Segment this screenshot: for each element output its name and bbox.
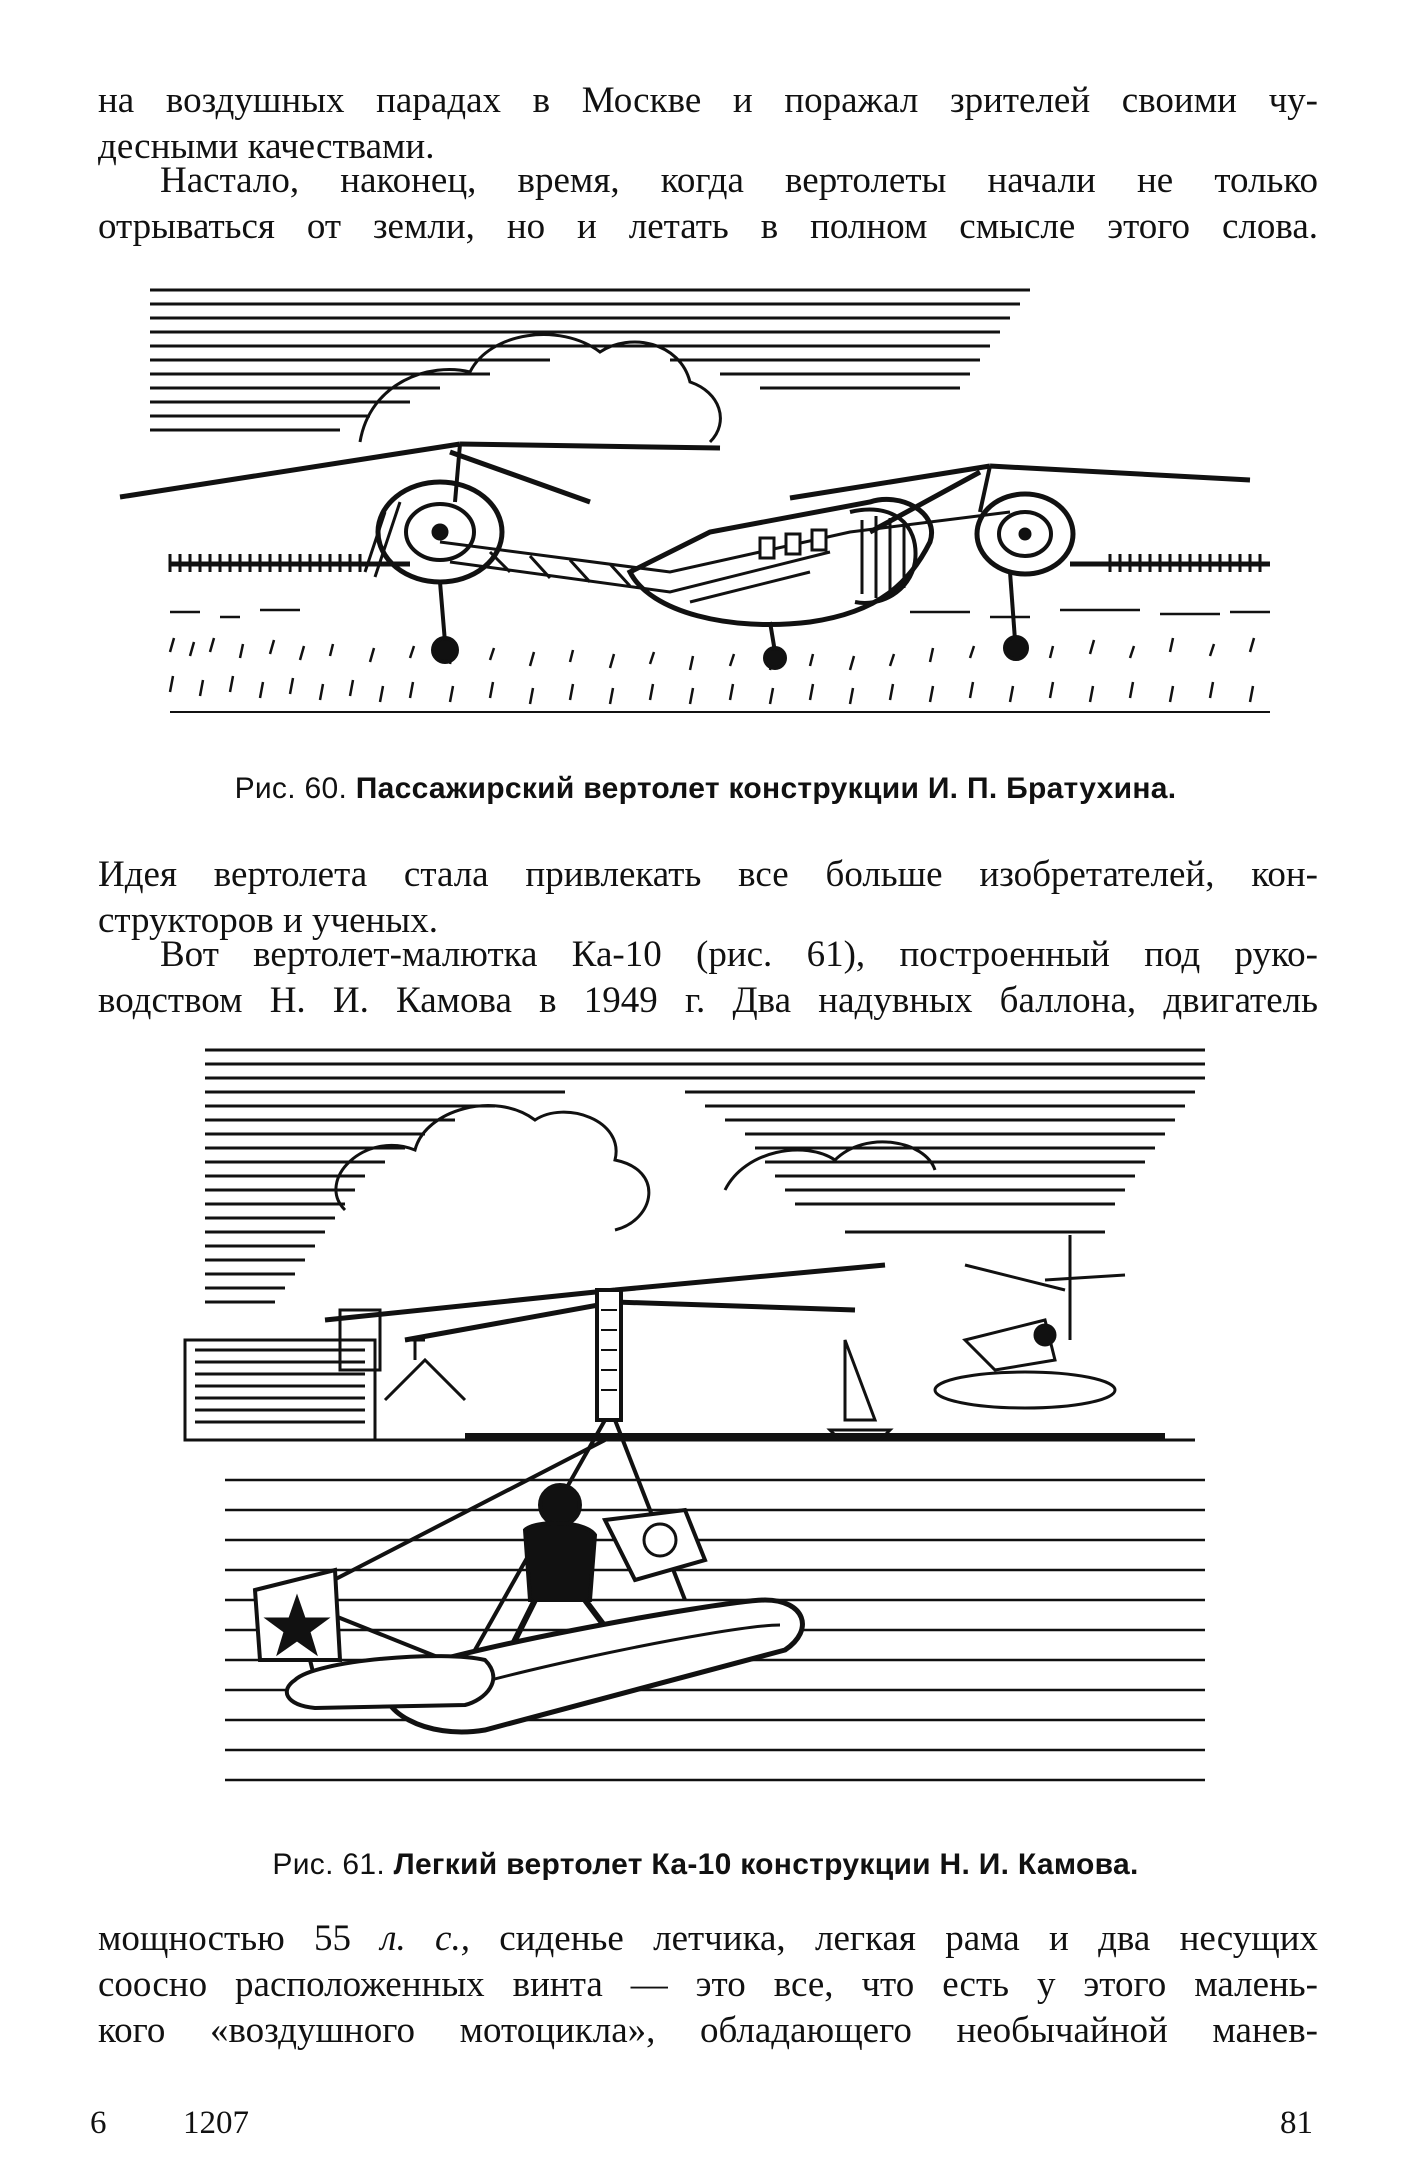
print-order-number: 1207 <box>183 2105 249 2141</box>
text-line <box>98 1916 1318 1962</box>
figure-60-caption <box>0 772 1411 806</box>
text-line: десными качествами. <box>98 126 435 167</box>
text-line: на воздушных парадах в Москве и поражал зрителей своими чу- <box>98 80 1318 121</box>
text-line: Вот вертолет-малютка Ка-10 (рис. 61), построенный под руко- <box>160 934 1318 975</box>
unit-abbreviation: л. с., <box>380 1918 470 1959</box>
paragraph-4 <box>98 932 1318 1024</box>
text-line: Идея вертолета стала привлекать все больше изобретателей, кон- <box>98 854 1318 895</box>
text-line: соосно расположенных винта — это все, что есть у этого малень- <box>98 1964 1318 2005</box>
figure-61-number: Рис. 61. <box>272 1848 385 1881</box>
paragraph-3 <box>98 852 1318 944</box>
figure-61-title: Легкий вертолет Ка-10 конструкции Н. И. Камова. <box>393 1848 1139 1881</box>
text-line: водством Н. И. Камова в 1949 г. Два надувных баллона, двигатель <box>98 980 1318 1021</box>
figure-61-ka10-illustration <box>165 1040 1245 1810</box>
figure-61-caption <box>0 1848 1411 1882</box>
signature-sheet-number: 6 <box>90 2105 107 2141</box>
page-number: 81 <box>1280 2105 1313 2141</box>
footer-signature <box>90 2105 249 2142</box>
paragraph-1 <box>98 78 1318 170</box>
text-line: Настало, наконец, время, когда вертолеты начали не только <box>160 160 1318 201</box>
figure-60-helicopter-illustration <box>110 272 1290 732</box>
text-line: отрываться от земли, но и летать в полном смысле этого слова. <box>98 206 1318 247</box>
text-line: структоров и ученых. <box>98 900 438 941</box>
figure-60-number: Рис. 60. <box>234 772 348 805</box>
paragraph-5 <box>98 1916 1318 2054</box>
text-line: кого «воздушного мотоцикла», обладающего необычайной манев- <box>98 2010 1318 2051</box>
text-fragment: мощностью 55 <box>98 1918 381 1959</box>
paragraph-2 <box>98 158 1318 250</box>
figure-60-title: Пассажирский вертолет конструкции И. П. Братухина. <box>355 772 1177 805</box>
text-fragment: сиденье летчика, легкая рама и два несущих <box>469 1918 1319 1959</box>
